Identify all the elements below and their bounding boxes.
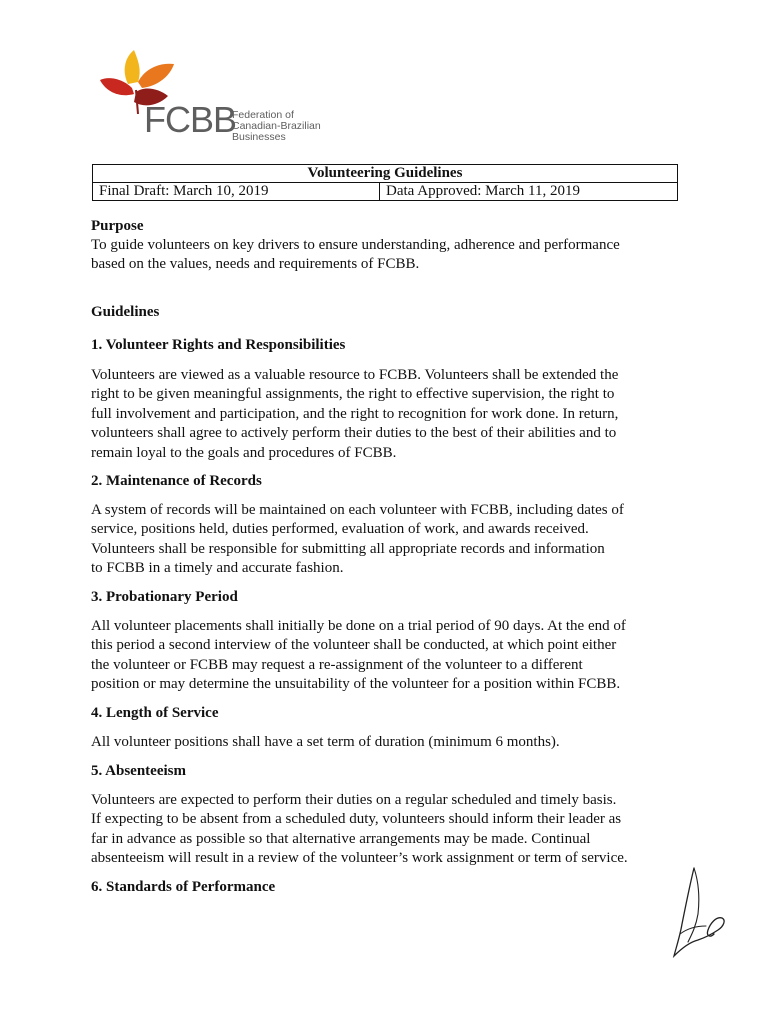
section-standards-of-performance: [91, 878, 691, 897]
logo-caption-line: Businesses: [232, 131, 286, 143]
signature-mark: [668, 864, 728, 960]
paragraph-line: To guide volunteers on key drivers to ensure understanding, adherence and performance: [91, 237, 620, 253]
paragraph-line: Volunteers are viewed as a valuable resource to FCBB. Volunteers shall be extended the: [91, 367, 619, 383]
paragraph-line: based on the values, needs and requirements of FCBB.: [91, 256, 420, 273]
section-heading: 3. Probationary Period: [91, 589, 238, 605]
purpose-paragraph: [91, 236, 691, 275]
paragraph-line: full involvement and participation, and the right to recognition for work done. In return,: [91, 405, 619, 422]
paragraph-line: If expecting to be absent from a scheduled duty, volunteers should inform their leader as: [91, 811, 622, 828]
section-volunteer-rights: [91, 336, 691, 463]
paragraph-line: service, positions held, duties performed, evaluation of work, and awards received.: [91, 521, 589, 538]
guidelines-section: [91, 303, 691, 322]
paragraph-line: volunteers shall agree to actively perform their duties to the best of their abilities and to: [91, 425, 617, 442]
section-paragraph: [91, 733, 691, 752]
logo-wordmark: FCBB: [144, 99, 237, 140]
document-title: Volunteering Guidelines: [93, 165, 678, 183]
section-paragraph: [91, 617, 691, 695]
section-paragraph: [91, 366, 691, 463]
date-approved: Data Approved: March 11, 2019: [380, 183, 678, 201]
paragraph-line: All volunteer positions shall have a set term of duration (minimum 6 months).: [91, 734, 560, 750]
paragraph-line: this period a second interview of the volunteer shall be conducted, at which point either: [91, 637, 617, 654]
paragraph-line: All volunteer placements shall initially be done on a trial period of 90 days. At the end of: [91, 618, 626, 634]
section-heading: 4. Length of Service: [91, 705, 219, 721]
paragraph-line: far in advance as possible so that alternative arrangements may be made. Continual: [91, 830, 591, 847]
logo-caption-line: Federation of: [232, 109, 294, 121]
leaf-right-icon: [138, 64, 174, 88]
paragraph-line: Volunteers are expected to perform their duties on a regular scheduled and timely basis.: [91, 792, 617, 808]
logo-caption: [232, 110, 321, 143]
section-probationary-period: [91, 588, 691, 695]
guidelines-heading: Guidelines: [91, 304, 160, 320]
section-absenteeism: [91, 762, 691, 869]
paragraph-line: right to be given meaningful assignments, the right to effective supervision, the right to: [91, 386, 615, 403]
section-heading: 2. Maintenance of Records: [91, 473, 262, 489]
section-heading: 1. Volunteer Rights and Responsibilities: [91, 337, 346, 353]
logo-caption-line: Canadian-Brazilian: [232, 120, 321, 132]
section-heading: 6. Standards of Performance: [91, 879, 276, 895]
paragraph-line: to FCBB in a timely and accurate fashion.: [91, 560, 344, 577]
paragraph-line: Volunteers shall be responsible for submitting all appropriate records and information: [91, 540, 605, 557]
final-draft-date: Final Draft: March 10, 2019: [93, 183, 380, 201]
purpose-section: [91, 217, 691, 275]
paragraph-line: A system of records will be maintained on each volunteer with FCBB, including dates of: [91, 502, 624, 518]
paragraph-line: position or may determine the unsuitability of the volunteer for a position within FCBB.: [91, 676, 621, 693]
paragraph-line: the volunteer or FCBB may request a re-assignment of the volunteer to a different: [91, 656, 583, 673]
paragraph-line: absenteeism will result in a review of the volunteer’s work assignment or term of service.: [91, 850, 628, 867]
paragraph-line: remain loyal to the goals and procedures of FCBB.: [91, 444, 397, 461]
section-paragraph: [91, 791, 691, 869]
section-maintenance-of-records: [91, 472, 691, 579]
section-length-of-service: [91, 704, 691, 752]
leaf-top-icon: [125, 50, 140, 84]
purpose-heading: Purpose: [91, 218, 144, 234]
document-header-table: [92, 164, 678, 201]
section-paragraph: [91, 501, 691, 579]
section-heading: 5. Absenteeism: [91, 763, 186, 779]
